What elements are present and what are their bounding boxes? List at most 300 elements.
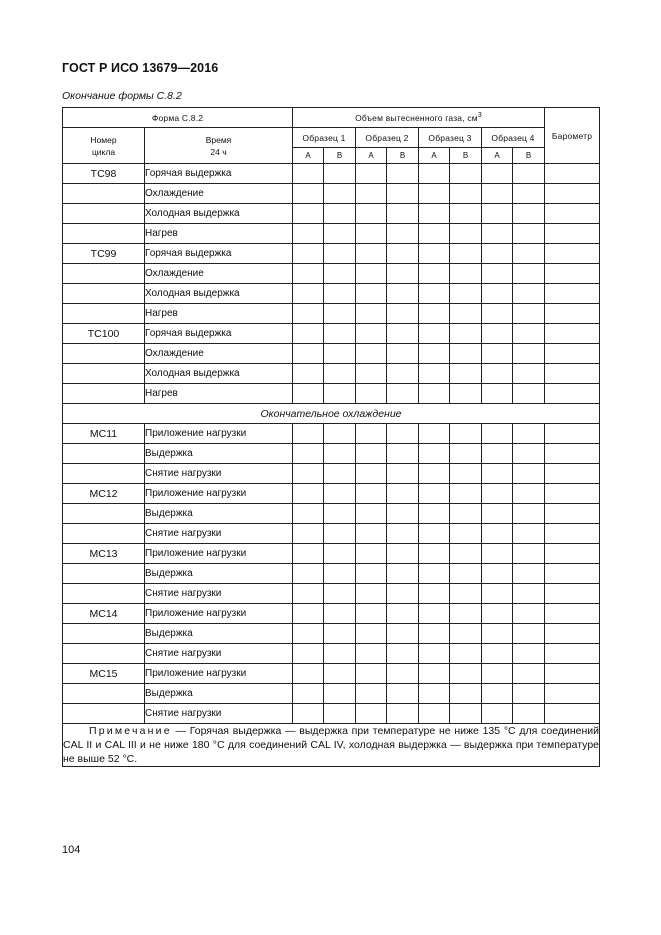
volume-cell[interactable] [450,384,482,404]
volume-cell[interactable] [450,184,482,204]
volume-cell[interactable] [293,224,324,244]
volume-cell[interactable] [450,424,482,444]
barometer-cell[interactable] [545,644,600,664]
volume-cell[interactable] [387,344,419,364]
time-header [145,128,293,164]
volume-cell[interactable] [513,664,545,684]
volume-cell[interactable] [293,304,324,324]
barometer-cell[interactable] [545,664,600,684]
volume-cell[interactable] [513,644,545,664]
volume-cell[interactable] [356,324,387,344]
volume-cell[interactable] [387,304,419,324]
volume-cell[interactable] [482,604,513,624]
volume-cell[interactable] [324,484,356,504]
volume-cell[interactable] [482,204,513,224]
volume-cell[interactable] [419,164,450,184]
volume-cell[interactable] [387,624,419,644]
volume-cell[interactable] [356,664,387,684]
volume-cell[interactable] [419,264,450,284]
volume-cell[interactable] [356,364,387,384]
volume-cell[interactable] [450,444,482,464]
step-label-cell: Приложение нагрузки [145,424,293,444]
volume-cell[interactable] [387,364,419,384]
volume-cell[interactable] [324,504,356,524]
volume-cell[interactable] [513,584,545,604]
volume-cell[interactable] [482,224,513,244]
volume-cell[interactable] [482,424,513,444]
barometer-cell[interactable] [545,244,600,264]
volume-cell[interactable] [482,564,513,584]
volume-cell[interactable] [419,624,450,644]
volume-cell[interactable] [513,444,545,464]
volume-cell[interactable] [324,664,356,684]
volume-cell[interactable] [450,584,482,604]
volume-cell[interactable] [387,224,419,244]
volume-cell[interactable] [324,644,356,664]
volume-cell[interactable] [293,464,324,484]
volume-cell[interactable] [387,544,419,564]
volume-cell[interactable] [356,224,387,244]
sample-4-header: Образец 4 [482,128,545,148]
volume-cell[interactable] [419,384,450,404]
volume-cell[interactable] [513,304,545,324]
volume-cell[interactable] [324,684,356,704]
volume-cell[interactable] [293,664,324,684]
table-row [63,344,600,364]
volume-cell[interactable] [356,524,387,544]
volume-cell[interactable] [450,344,482,364]
volume-cell[interactable] [387,284,419,304]
volume-cell[interactable] [356,204,387,224]
barometer-cell[interactable] [545,324,600,344]
volume-cell[interactable] [356,624,387,644]
volume-cell[interactable] [419,604,450,624]
barometer-cell[interactable] [545,624,600,644]
volume-cell[interactable] [293,184,324,204]
volume-cell[interactable] [419,704,450,724]
volume-cell[interactable] [356,644,387,664]
volume-cell[interactable] [482,484,513,504]
table-row [63,644,600,664]
volume-cell[interactable] [482,644,513,664]
volume-cell[interactable] [324,524,356,544]
volume-cell[interactable] [387,524,419,544]
volume-cell[interactable] [419,484,450,504]
volume-cell[interactable] [356,564,387,584]
barometer-cell[interactable] [545,304,600,324]
step-label-cell: Приложение нагрузки [145,484,293,504]
volume-cell[interactable] [324,464,356,484]
volume-cell[interactable] [387,324,419,344]
volume-cell[interactable] [387,704,419,724]
volume-cell[interactable] [356,604,387,624]
volume-cell[interactable] [513,544,545,564]
volume-cell[interactable] [513,244,545,264]
cycle-number-cell: МС12 [63,484,145,504]
volume-cell[interactable] [293,344,324,364]
volume-cell[interactable] [419,424,450,444]
volume-cell[interactable] [387,164,419,184]
volume-cell[interactable] [482,164,513,184]
volume-cell[interactable] [450,544,482,564]
barometer-cell[interactable] [545,384,600,404]
volume-cell[interactable] [387,564,419,584]
volume-cell[interactable] [450,464,482,484]
volume-cell[interactable] [324,164,356,184]
note-body [63,724,600,767]
volume-cell[interactable] [419,304,450,324]
volume-cell[interactable] [419,364,450,384]
table-row [63,704,600,724]
volume-cell[interactable] [293,244,324,264]
volume-cell[interactable] [324,204,356,224]
volume-cell[interactable] [387,644,419,664]
volume-cell[interactable] [293,204,324,224]
volume-cell[interactable] [450,644,482,664]
table-row [63,444,600,464]
volume-cell[interactable] [356,384,387,404]
volume-cell[interactable] [293,424,324,444]
volume-cell[interactable] [324,364,356,384]
volume-cell[interactable] [293,564,324,584]
volume-cell[interactable] [356,344,387,364]
volume-cell[interactable] [513,524,545,544]
barometer-cell[interactable] [545,444,600,464]
volume-cell[interactable] [513,484,545,504]
barometer-cell[interactable] [545,164,600,184]
volume-cell[interactable] [293,524,324,544]
volume-cell[interactable] [419,684,450,704]
volume-cell[interactable] [387,464,419,484]
step-label-cell: Приложение нагрузки [145,664,293,684]
table-row [63,304,600,324]
volume-cell[interactable] [513,604,545,624]
step-label-cell: Выдержка [145,504,293,524]
volume-cell[interactable] [513,164,545,184]
volume-cell[interactable] [450,224,482,244]
volume-cell[interactable] [387,664,419,684]
volume-cell[interactable] [293,644,324,664]
volume-cell[interactable] [356,264,387,284]
volume-cell[interactable] [387,384,419,404]
volume-cell[interactable] [324,564,356,584]
volume-cell[interactable] [356,244,387,264]
barometer-cell[interactable] [545,464,600,484]
barometer-cell[interactable] [545,224,600,244]
sample-2-a: A [356,148,387,164]
barometer-cell[interactable] [545,264,600,284]
volume-cell[interactable] [419,444,450,464]
volume-cell[interactable] [356,284,387,304]
volume-cell[interactable] [482,384,513,404]
volume-cell[interactable] [293,324,324,344]
volume-cell[interactable] [356,164,387,184]
thermal-cycles-body [63,164,600,404]
barometer-cell[interactable] [545,484,600,504]
volume-cell[interactable] [387,484,419,504]
final-cooling-section: Окончательное охлаждение [63,404,600,424]
volume-cell[interactable] [324,544,356,564]
volume-cell[interactable] [482,184,513,204]
volume-cell[interactable] [513,324,545,344]
volume-cell[interactable] [482,444,513,464]
volume-cell[interactable] [293,164,324,184]
barometer-cell[interactable] [545,544,600,564]
volume-cell[interactable] [293,364,324,384]
step-label-cell: Охлаждение [145,184,293,204]
volume-cell[interactable] [387,204,419,224]
volume-cell[interactable] [419,664,450,684]
table-row [63,204,600,224]
table-row [63,484,600,504]
volume-cell[interactable] [513,624,545,644]
volume-cell[interactable] [419,244,450,264]
barometer-cell[interactable] [545,344,600,364]
barometer-cell[interactable] [545,284,600,304]
cycle-number-line2: цикла [91,146,116,157]
sample-4-a: A [482,148,513,164]
step-label-cell: Выдержка [145,624,293,644]
volume-cell[interactable] [419,504,450,524]
volume-cell[interactable] [450,324,482,344]
sample-2-header: Образец 2 [356,128,419,148]
volume-cell[interactable] [513,364,545,384]
volume-cell[interactable] [324,584,356,604]
volume-cell[interactable] [419,324,450,344]
sample-3-header: Образец 3 [419,128,482,148]
step-label-cell: Холодная выдержка [145,204,293,224]
volume-cell[interactable] [482,464,513,484]
sample-1-header: Образец 1 [293,128,356,148]
volume-cell[interactable] [419,204,450,224]
volume-cell[interactable] [324,264,356,284]
volume-cell[interactable] [293,284,324,304]
mechanical-cycles-body [63,424,600,724]
volume-cell[interactable] [324,704,356,724]
volume-cell[interactable] [450,364,482,384]
volume-cell[interactable] [293,384,324,404]
volume-cell[interactable] [324,284,356,304]
volume-cell[interactable] [324,424,356,444]
volume-cell[interactable] [513,204,545,224]
volume-cell[interactable] [324,244,356,264]
step-label-cell: Нагрев [145,224,293,244]
table-row [63,564,600,584]
volume-header [293,108,545,128]
volume-cell[interactable] [387,264,419,284]
volume-cell[interactable] [513,464,545,484]
volume-cell[interactable] [513,504,545,524]
step-label-cell: Снятие нагрузки [145,524,293,544]
barometer-header: Барометр [545,108,600,164]
volume-cell[interactable] [293,444,324,464]
volume-cell[interactable] [356,464,387,484]
volume-cell[interactable] [324,384,356,404]
volume-cell[interactable] [356,304,387,324]
volume-cell[interactable] [356,704,387,724]
volume-cell[interactable] [482,684,513,704]
volume-cell[interactable] [482,324,513,344]
volume-cell[interactable] [419,644,450,664]
volume-cell[interactable] [513,564,545,584]
table-row [63,664,600,684]
volume-cell[interactable] [387,424,419,444]
volume-cell[interactable] [324,304,356,324]
cycle-number-cell [63,184,145,204]
table-row [63,324,600,344]
volume-cell[interactable] [450,484,482,504]
volume-cell[interactable] [419,524,450,544]
volume-cell[interactable] [482,624,513,644]
volume-cell[interactable] [513,224,545,244]
step-label-cell: Снятие нагрузки [145,704,293,724]
volume-cell[interactable] [387,504,419,524]
volume-cell[interactable] [450,504,482,524]
table-row [63,544,600,564]
volume-cell[interactable] [482,544,513,564]
volume-cell[interactable] [387,244,419,264]
volume-cell[interactable] [293,484,324,504]
step-label-cell: Выдержка [145,684,293,704]
page-number: 104 [62,844,81,856]
barometer-cell[interactable] [545,704,600,724]
barometer-cell[interactable] [545,504,600,524]
volume-cell[interactable] [356,684,387,704]
volume-cell[interactable] [482,284,513,304]
volume-cell[interactable] [293,544,324,564]
volume-cell[interactable] [450,304,482,324]
sample-1-a: A [293,148,324,164]
cycle-number-cell [63,564,145,584]
volume-cell[interactable] [450,704,482,724]
volume-cell[interactable] [324,624,356,644]
volume-cell[interactable] [387,684,419,704]
volume-cell[interactable] [482,524,513,544]
volume-cell[interactable] [419,564,450,584]
table-row [63,384,600,404]
volume-cell[interactable] [293,604,324,624]
volume-cell[interactable] [419,344,450,364]
volume-cell[interactable] [293,624,324,644]
volume-cell[interactable] [419,544,450,564]
volume-cell[interactable] [513,704,545,724]
table-row [63,264,600,284]
volume-cell[interactable] [482,664,513,684]
volume-cell[interactable] [387,184,419,204]
volume-cell[interactable] [387,604,419,624]
volume-cell[interactable] [356,544,387,564]
volume-cell[interactable] [419,464,450,484]
table-row [63,284,600,304]
volume-cell[interactable] [324,604,356,624]
volume-cell[interactable] [482,704,513,724]
volume-cell[interactable] [482,244,513,264]
volume-cell[interactable] [450,204,482,224]
cycle-number-cell [63,364,145,384]
volume-cell[interactable] [513,264,545,284]
volume-cell[interactable] [293,264,324,284]
volume-cell[interactable] [356,484,387,504]
time-line2: 24 ч [210,146,227,157]
volume-cell[interactable] [356,504,387,524]
barometer-cell[interactable] [545,604,600,624]
volume-cell[interactable] [324,344,356,364]
volume-cell[interactable] [356,424,387,444]
barometer-cell[interactable] [545,584,600,604]
note-text: — Горячая выдержка — выдержка при температуре не ниже 135 °С для соединений CAL II и CAL III и не ниже 180 °С для соединений CAL IV, холодная выдержка — выдержка при температуре не выше 52 °С. [63,725,599,765]
volume-cell[interactable] [482,364,513,384]
volume-cell[interactable] [482,504,513,524]
volume-cell[interactable] [450,164,482,184]
volume-cell[interactable] [450,664,482,684]
note-lead: Примечание [89,725,172,737]
table-row [63,524,600,544]
volume-cell[interactable] [450,284,482,304]
volume-cell[interactable] [450,624,482,644]
volume-cell[interactable] [419,224,450,244]
cycle-number-cell [63,624,145,644]
volume-cell[interactable] [513,184,545,204]
volume-cell[interactable] [450,564,482,584]
cycle-number-cell [63,644,145,664]
barometer-cell[interactable] [545,204,600,224]
step-label-cell: Снятие нагрузки [145,464,293,484]
cycle-number-cell: ТС100 [63,324,145,344]
volume-cell[interactable] [450,264,482,284]
volume-cell[interactable] [387,584,419,604]
volume-cell[interactable] [450,684,482,704]
volume-cell[interactable] [513,684,545,704]
volume-cell[interactable] [387,444,419,464]
volume-cell[interactable] [482,584,513,604]
volume-cell[interactable] [419,284,450,304]
volume-cell[interactable] [513,344,545,364]
volume-cell[interactable] [482,304,513,324]
barometer-cell[interactable] [545,424,600,444]
barometer-cell[interactable] [545,524,600,544]
volume-cell[interactable] [513,424,545,444]
volume-cell[interactable] [324,224,356,244]
volume-cell[interactable] [450,604,482,624]
volume-cell[interactable] [450,244,482,264]
volume-cell[interactable] [293,684,324,704]
volume-cell[interactable] [419,184,450,204]
table-note [63,724,600,767]
volume-cell[interactable] [513,384,545,404]
volume-cell[interactable] [293,584,324,604]
volume-cell[interactable] [356,584,387,604]
table-row [63,164,600,184]
volume-cell[interactable] [482,344,513,364]
barometer-cell[interactable] [545,184,600,204]
volume-cell[interactable] [450,524,482,544]
barometer-cell[interactable] [545,364,600,384]
volume-cell[interactable] [482,264,513,284]
volume-cell[interactable] [324,184,356,204]
volume-cell[interactable] [293,504,324,524]
barometer-cell[interactable] [545,684,600,704]
volume-cell[interactable] [513,284,545,304]
barometer-cell[interactable] [545,564,600,584]
volume-cell[interactable] [419,584,450,604]
volume-cell[interactable] [356,444,387,464]
time-line1: Время [205,134,232,145]
volume-cell[interactable] [324,444,356,464]
cycle-number-cell [63,384,145,404]
volume-cell[interactable] [293,704,324,724]
volume-cell[interactable] [324,324,356,344]
volume-cell[interactable] [356,184,387,204]
